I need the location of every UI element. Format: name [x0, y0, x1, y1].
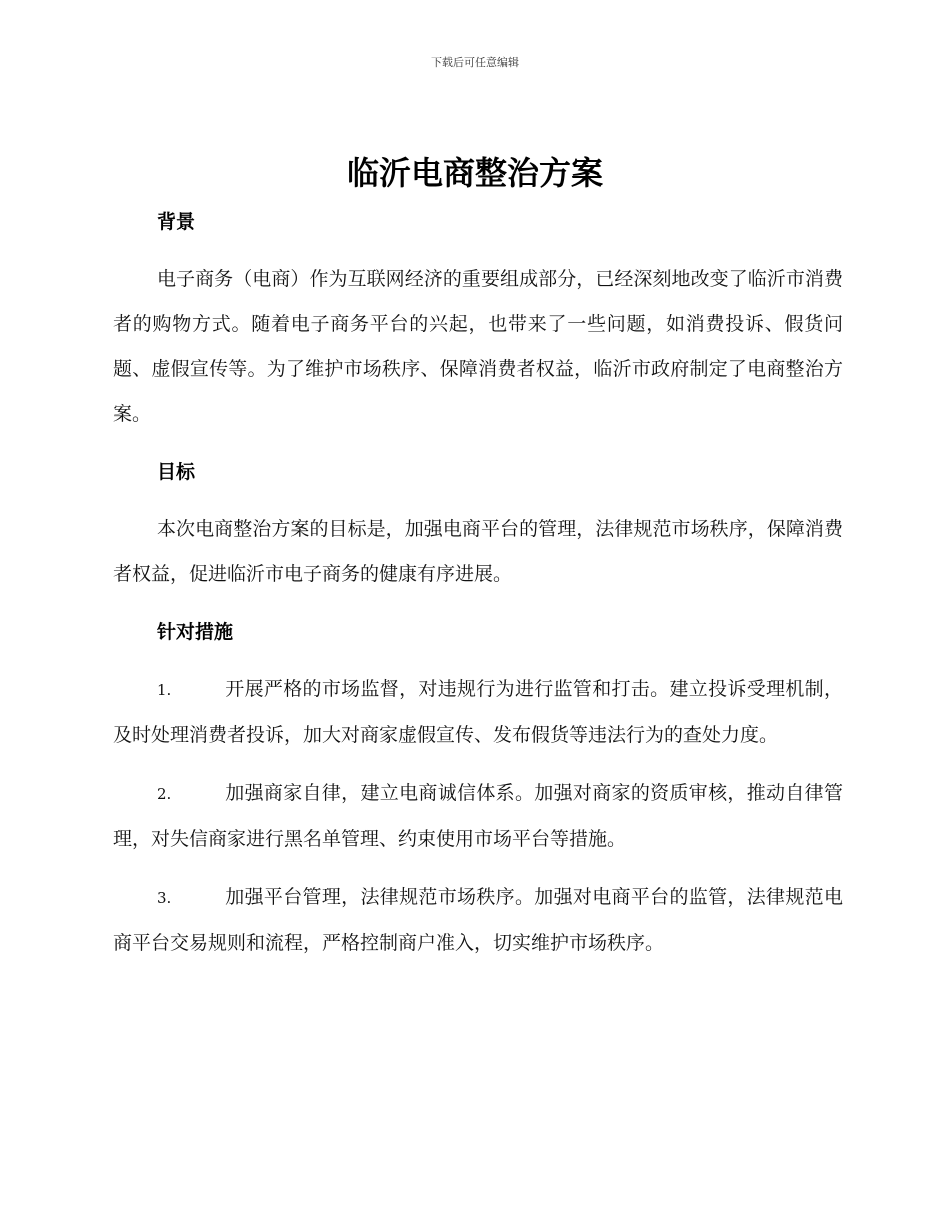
measure-item-1 — [113, 667, 843, 758]
measure-number-3: 3. — [157, 889, 172, 907]
paragraph-goal: 本次电商整治方案的目标是，加强电商平台的管理，法律规范市场秩序，保障消费者权益，促进临沂市电子商务的健康有序进展。 — [113, 518, 843, 585]
document-body — [113, 200, 843, 966]
page-header-note: 下载后可任意编辑 — [431, 56, 519, 69]
measure-text-3: 加强平台管理，法律规范市场秩序。加强对电商平台的监管，法律规范电商平台交易规则和流程，严格控制商户准入，切实维护市场秩序。 — [113, 886, 843, 954]
section-heading-background: 背景 — [157, 211, 196, 233]
document-title: 临沂电商整治方案 — [346, 154, 603, 192]
section-heading-goal: 目标 — [157, 461, 196, 483]
paragraph-background: 电子商务（电商）作为互联网经济的重要组成部分，已经深刻地改变了临沂市消费者的购物方式。随着电子商务平台的兴起，也带来了一些问题，如消费投诉、假货问题、虚假宣传等。为了维护市场秩序、保障消费者权益，临沂市政府制定了电商整治方案。 — [113, 268, 843, 425]
measure-item-3 — [113, 875, 843, 966]
measure-number-2: 2. — [157, 785, 172, 803]
measure-text-2: 加强商家自律，建立电商诚信体系。加强对商家的资质审核，推动自律管理，对失信商家进行黑名单管理、约束使用市场平台等措施。 — [113, 782, 843, 850]
section-heading-measures: 针对措施 — [157, 621, 234, 643]
measure-item-2 — [113, 771, 843, 862]
measure-text-1: 开展严格的市场监督，对违规行为进行监管和打击。建立投诉受理机制，及时处理消费者投诉，加大对商家虚假宣传、发布假货等违法行为的查处力度。 — [113, 678, 843, 746]
measure-number-1: 1. — [157, 681, 172, 699]
